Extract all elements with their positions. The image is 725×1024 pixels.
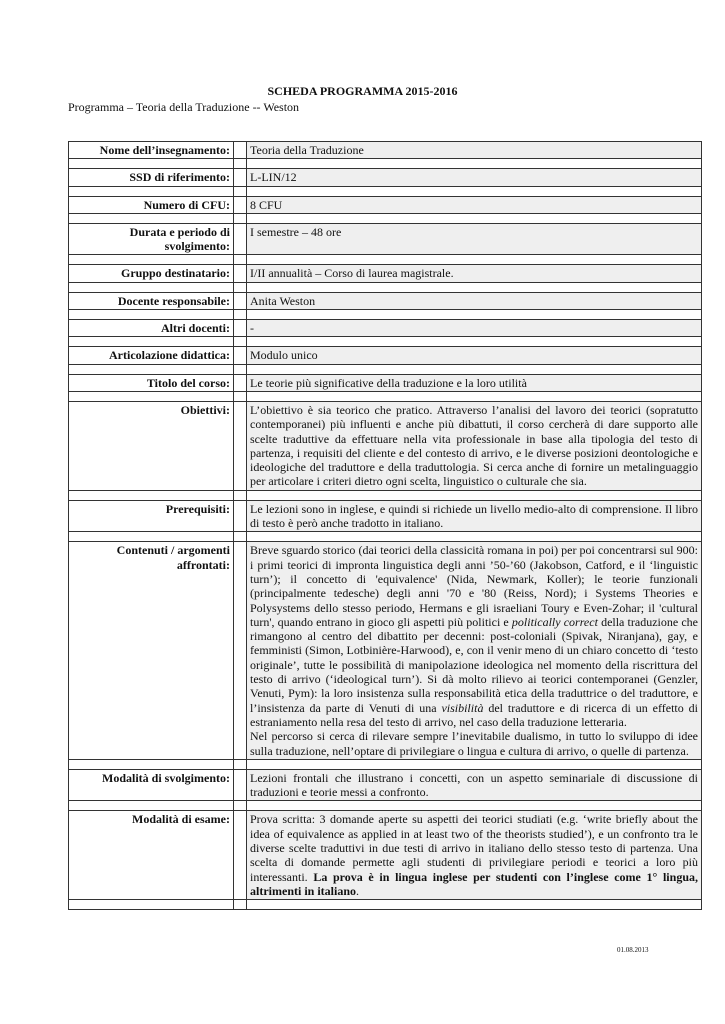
table-row [69,320,702,337]
row-value: I/II annualità – Corso di laurea magistrale. [247,265,702,282]
spacer-row [69,364,702,374]
document-title: SCHEDA PROGRAMMA 2015-2016 [267,84,458,98]
spacer-row [69,900,702,910]
row-value: - [247,320,702,337]
row-label: Docente responsabile: [69,292,234,309]
row-value: 8 CFU [247,196,702,213]
exam-text-bold: La prova è in lingua inglese per studenti con l’inglese come 1° lingua, altrimenti in italiano [250,869,698,898]
gap-cell [234,374,247,391]
row-label: SSD di riferimento: [69,169,234,186]
row-label: Gruppo destinatario: [69,265,234,282]
spacer-row [69,186,702,196]
table-row [69,401,702,490]
gap-cell [234,142,247,159]
gap-cell [234,769,247,801]
table-row [69,265,702,282]
table-row [69,292,702,309]
gap-cell [234,347,247,364]
spacer-row [69,337,702,347]
spacer-row [69,282,702,292]
row-value: I semestre – 48 ore [247,223,702,255]
gap-cell [234,196,247,213]
gap-cell [234,320,247,337]
row-value: Le teorie più significative della traduzione e la loro utilità [247,374,702,391]
row-value: L-LIN/12 [247,169,702,186]
table-row [69,347,702,364]
spacer-row [69,391,702,401]
row-label: Modalità di esame: [69,811,234,900]
contents-text-d: Nel percorso si cerca di rilevare sempre l’inevitabile dualismo, in tutto lo sviluppo di idee sulla traduzione, nell’optare di privilegiare o lingua e cultura di arrivo, o quelle di partenza. [250,729,698,758]
gap-cell [234,500,247,532]
row-label: Altri docenti: [69,320,234,337]
row-label: Numero di CFU: [69,196,234,213]
contents-text-c: del traduttore e di ricerca di un effetto di estraniamento nella resa del testo di arrivo, nel caso della traduzione letteraria. [250,700,698,729]
row-label: Prerequisiti: [69,500,234,532]
row-value: Le lezioni sono in inglese, e quindi si richiede un livello medio-alto di comprensione. Il libro di testo è però anche tradotto in italiano. [247,500,702,532]
gap-cell [234,169,247,186]
exam-text-a: Prova scritta: 3 domande aperte su aspetti dei teorici studiati (e.g. ‘write briefly about the idea of equivalence as applied in at least two of the theorists studied’), e un confronto tra le diverse scelte traduttivi in due testi di arrivo in italiano dello stesso testo di partenza. Una scelta di domande permette agli studenti di privilegiare periodi e teorici a loro più interessanti. [250,812,698,884]
gap-cell [234,542,247,759]
table-row [69,142,702,159]
row-label: Modalità di svolgimento: [69,769,234,801]
program-table [68,141,702,910]
gap-cell [234,292,247,309]
spacer-row [69,255,702,265]
row-value [247,811,702,900]
spacer-row [69,490,702,500]
row-label: Titolo del corso: [69,374,234,391]
table-row [69,542,702,759]
row-value: Teoria della Traduzione [247,142,702,159]
gap-cell [234,401,247,490]
contents-text-a: Breve sguardo storico (dai teorici della classicità romana in poi) per poi concentrarsi sul 900: i primi teorici di impronta linguistica degli anni ’50-’60 (Jakobson, Catford, e il ‘linguistic turn’); il concetto di 'equivalence' (Nida, Newmark, Koller); le teorie funzionali (principalmente tedesche) degli anni '70 e '80 (Reiss, Nord); i Systems Theories e Polysystems dello stesso periodo, Hermans e gli israeliani Toury e Even-Zohar; il 'cultural turn', quando entrano in gioco gli aspetti più politici e [250,543,698,629]
table-row [69,169,702,186]
contents-emphasis-b: visibilità [441,700,484,715]
spacer-row [69,801,702,811]
row-value: Lezioni frontali che illustrano i concetti, con un aspetto seminariale di discussione di traduzioni e teorie messi a confronto. [247,769,702,801]
exam-text-c: . [356,883,359,898]
contents-emphasis-a: politically correct [511,614,598,629]
spacer-row [69,310,702,320]
table-row [69,769,702,801]
gap-cell [234,223,247,255]
row-label: Contenuti / argomenti affrontati: [69,542,234,759]
spacer-row [69,159,702,169]
row-label: Nome dell’insegnamento: [69,142,234,159]
spacer-row [69,759,702,769]
row-label: Durata e periodo di svolgimento: [69,223,234,255]
row-label: Obiettivi: [69,401,234,490]
table-row [69,196,702,213]
spacer-row [69,532,702,542]
table-row [69,223,702,255]
contents-text-b: della traduzione che rimangono al centro del dibattito per decenni: post-coloniali (Spivak, Niranjana), gay, e femministi (Simon, Lotbinière-Harwood), e, con il venir meno di un chiaro concetto di ‘testo originale’, tutte le possibilità di manipolazione ideologica nel momento della riscrittura del testo di arrivo (‘ideological turn’). Si dà molto rilievo ai teorici contemporanei (Genzler, Venuti, Pym): la loro insistenza sulla responsabilità etica della traduttrice o del traduttore, e l’insistenza da parte di Venuti di una [250,614,698,715]
row-value: Anita Weston [247,292,702,309]
footer-date: 01.08.2013 [617,946,649,954]
table-row [69,500,702,532]
table-row [69,811,702,900]
row-value: Modulo unico [247,347,702,364]
table-row [69,374,702,391]
row-value [247,542,702,759]
spacer-row [69,213,702,223]
gap-cell [234,811,247,900]
row-value: L’obiettivo è sia teorico che pratico. Attraverso l’analisi del lavoro dei teorici (sopratutto contemporanei) più influenti e anche più dibattuti, il corso cercherà di dare supporto alle scelte traduttive da effettuare nella vita professionale in base alla tipologia del testo di partenza, i requisiti del cliente e del contesto di arrivo, e le diverse posizioni deontologiche e ideologiche del traduttore e della traduttologia. Si cerca anche di fornire un metalinguaggio per articolare i criteri dietro ogni scelta, linguistico o culturale che sia. [247,401,702,490]
gap-cell [234,265,247,282]
row-label: Articolazione didattica: [69,347,234,364]
document-subtitle: Programma – Teoria della Traduzione -- Weston [68,100,300,114]
